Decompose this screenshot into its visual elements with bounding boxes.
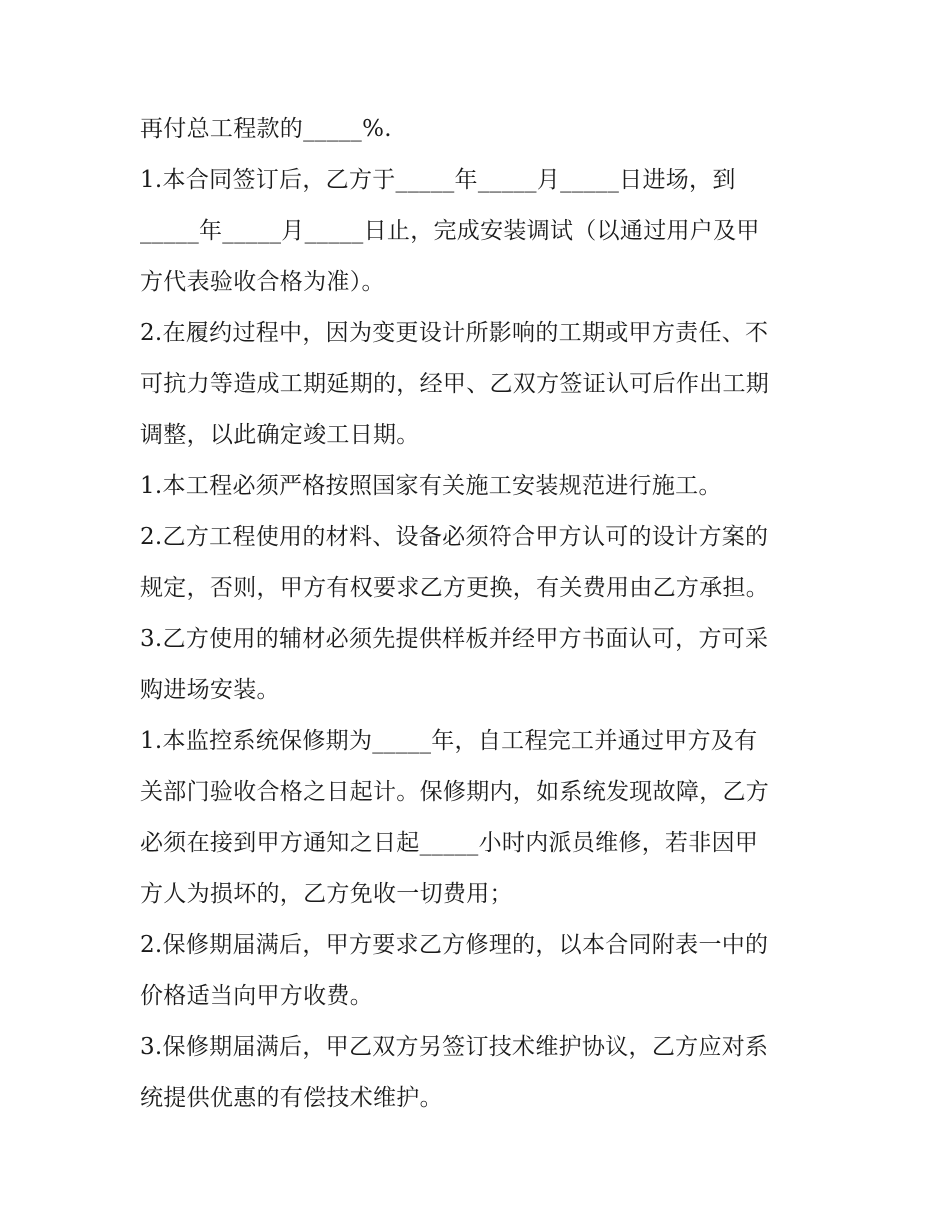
text-line-warranty-7: 3.保修期届满后，甲乙双方另签订技术维护协议，乙方应对系 [140,1034,769,1060]
text-line-warranty-8: 统提供优惠的有偿技术维护。 [140,1085,443,1111]
document-body [140,104,820,1124]
text-line-warranty-6: 价格适当向甲方收费。 [140,983,373,1009]
text-line-quality-2: 2.乙方工程使用的材料、设备必须符合甲方认可的设计方案的 [140,524,769,550]
text-line-quality-1: 1.本工程必须严格按照国家有关施工安装规范进行施工。 [140,473,722,499]
text-line-warranty-2: 关部门验收合格之日起计。保修期内，如系统发现故障，乙方 [140,779,770,805]
text-line-warranty-3: 必须在接到甲方通知之日起_____小时内派员维修，若非因甲 [140,830,759,856]
text-line-warranty-5: 2.保修期届满后，甲方要求乙方修理的，以本合同附表一中的 [140,932,769,958]
text-line-quality-4: 3.乙方使用的辅材必须先提供样板并经甲方书面认可，方可采 [140,626,769,652]
text-line-warranty-1: 1.本监控系统保修期为_____年，自工程完工并通过甲方及有 [140,728,758,754]
text-line-schedule-1: 1.本合同签订后，乙方于_____年_____月_____日进场，到 [140,167,736,193]
text-line-payment: 再付总工程款的_____%. [140,116,392,142]
text-line-quality-5: 购进场安装。 [140,677,280,703]
text-line-quality-3: 规定，否则，甲方有权要求乙方更换，有关费用由乙方承担。 [140,575,770,601]
text-line-warranty-4: 方人为损坏的，乙方免收一切费用； [140,881,513,907]
text-line-delay-1: 2.在履约过程中，因为变更设计所影响的工期或甲方责任、不 [140,320,769,346]
text-line-delay-2: 可抗力等造成工期延期的，经甲、乙双方签证认可后作出工期 [140,371,770,397]
text-line-schedule-3: 方代表验收合格为准）。 [140,269,385,295]
text-line-schedule-2: _____年_____月_____日止，完成安装调试（以通过用户及甲 [140,218,760,244]
text-line-delay-3: 调整，以此确定竣工日期。 [140,422,420,448]
